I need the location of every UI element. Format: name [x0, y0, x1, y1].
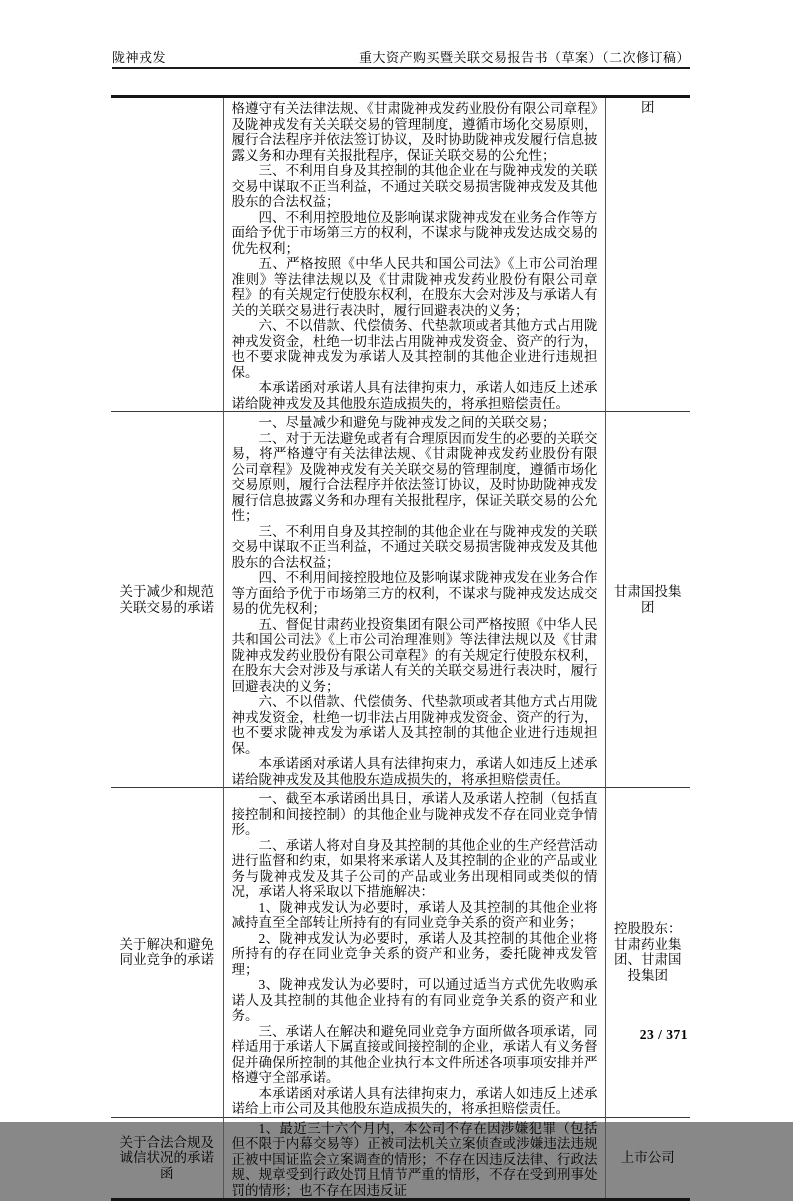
commitment-paragraph: 1、陇神戎发认为必要时，承诺人及其控制的其他企业将减持直至全部转让所持有的有同业竞争关系的资产和业务；	[231, 899, 598, 930]
commitment-label: 关于合法合规及诚信状况的承诺函	[111, 1117, 223, 1200]
commitment-paragraph: 1、最近三十六个月内，本公司不存在因涉嫌犯罪（包括但不限于内幕交易等）正被司法机关立案侦查或涉嫌违法违规正被中国证监会立案调查的情形；不存在因违反法律、行政法规、规章受到行政处罚且情节严重的情形，不存在受到刑事处罚的情形；也不存在因违反证	[231, 1120, 598, 1198]
commitment-paragraph: 二、对于无法避免或者有合理原因而发生的必要的关联交易，将严格遵守有关法律法规、《甘肃陇神戎发药业股份有限公司章程》及陇神戎发有关关联交易的管理制度，遵循市场化交易原则，履行合法程序并依法签订协议，及时协助陇神戎发履行信息披露义务和办理有关报批程序，保证关联交易的公允性；	[231, 430, 598, 523]
commitment-paragraph: 本承诺函对承诺人具有法律拘束力，承诺人如违反上述承诺给陇神戎发及其他股东造成损失的，将承担赔偿责任。	[231, 380, 598, 411]
commitment-paragraph: 三、承诺人在解决和避免同业竞争方面所做各项承诺，同样适用于承诺人下属直接或间接控制的企业，承诺人有义务督促并确保所控制的其他企业执行本文件所述各项事项安排并严格遵守全部承诺。	[231, 1023, 598, 1085]
commitment-party: 控股股东：甘肃药业集团、甘肃国投集团	[614, 921, 682, 983]
commitment-paragraph: 三、不利用自身及其控制的其他企业在与陇神戎发的关联交易中谋取不正当利益，不通过关联交易损害陇神戎发及其他股东的合法权益；	[231, 163, 598, 209]
commitment-content	[223, 1117, 605, 1200]
commitment-paragraph: 五、严格按照《中华人民共和国公司法》《上市公司治理准则》等法律法规以及《甘肃陇神戎发药业股份有限公司章程》的有关规定行使股东权利，在股东大会对涉及与承诺人有关的关联交易进行表决时，履行回避表决的义务；	[231, 256, 598, 318]
commitment-paragraph: 三、不利用自身及其控制的其他企业在与陇神戎发的关联交易中谋取不正当利益，不通过关联交易损害陇神戎发及其他股东的合法权益；	[231, 523, 598, 570]
commitment-paragraph: 六、不以借款、代偿债务、代垫款项或者其他方式占用陇神戎发资金，杜绝一切非法占用陇神戎发资金、资产的行为，也不要求陇神戎发为承诺人及其控制的其他企业进行违规担保。	[231, 318, 598, 380]
commitment-paragraph: 四、不利用控股地位及影响谋求陇神戎发在业务合作等方面给予优于市场第三方的权利，不谋求与陇神戎发达成交易的优先权利；	[231, 209, 598, 256]
commitment-paragraph: 五、督促甘肃药业投资集团有限公司严格按照《中华人民共和国公司法》《上市公司治理准则》等法律法规以及《甘肃陇神戎发药业股份有限公司章程》的有关规定行使股东权利，在股东大会对涉及与承诺人有关的关联交易进行表决时，履行回避表决的义务；	[231, 616, 598, 694]
commitment-content	[223, 412, 605, 788]
commitment-paragraph: 一、尽量减少和避免与陇神戎发之间的关联交易；	[258, 415, 556, 430]
commitment-paragraph: 二、承诺人将对自身及其控制的其他企业的生产经营活动进行监督和约束，如果将来承诺人及其控制的企业的产品或业务与陇神戎发及其子公司的产品或业务出现相同或类似的情况，承诺人将采取以下措施解决：	[231, 837, 598, 899]
commitment-content	[223, 788, 605, 1118]
page-number: 23 / 371	[639, 1027, 688, 1042]
commitments-table	[111, 95, 690, 1201]
commitment-content	[223, 97, 605, 412]
commitment-paragraph: 2、陇神戎发认为必要时，承诺人及其控制的其他企业将所持有的存在同业竞争关系的资产和业务，委托陇神戎发管理；	[231, 930, 598, 977]
table-row	[111, 1117, 690, 1200]
commitment-party: 上市公司	[620, 1150, 675, 1165]
commitment-label: 关于解决和避免同业竞争的承诺	[111, 788, 223, 1118]
commitment-paragraph: 一、截至本承诺函出具日，承诺人及承诺人控制（包括直接控制和间接控制）的其他企业与陇神戎发不存在同业竞争情形。	[231, 791, 598, 837]
commitment-paragraph: 格遵守有关法律法规、《甘肃陇神戎发药业股份有限公司章程》及陇神戎发有关关联交易的管理制度，遵循市场化交易原则，履行合法程序并依法签订协议，及时协助陇神戎发履行信息披露义务和办理有关报批程序，保证关联交易的公允性；	[231, 101, 598, 163]
commitment-paragraph: 四、不利用间接控股地位及影响谋求陇神戎发在业务合作等方面给予优于市场第三方的权利，不谋求与陇神戎发达成交易的优先权利；	[231, 570, 598, 616]
commitment-party: 甘肃国投集团	[614, 584, 682, 615]
page-header	[112, 47, 690, 66]
commitment-paragraph: 本承诺函对承诺人具有法律拘束力，承诺人如违反上述承诺给陇神戎发及其他股东造成损失的，将承担赔偿责任。	[231, 756, 598, 787]
header-rule	[112, 67, 690, 69]
commitment-label: 关于减少和规范关联交易的承诺	[111, 412, 223, 788]
table-row	[111, 97, 690, 412]
header-doc-full-title: 重大资产购买暨关联交易报告书（草案）（二次修订稿）	[358, 50, 690, 65]
commitment-label	[111, 97, 223, 412]
commitment-paragraph: 3、陇神戎发认为必要时，可以通过适当方式优先收购承诺人及其控制的其他企业持有的有同业竞争关系的资产和业务。	[231, 977, 598, 1023]
header-doc-short-title: 陇神戎发	[112, 50, 167, 65]
table-row	[111, 788, 690, 1118]
commitment-paragraph: 本承诺函对承诺人具有法律拘束力，承诺人如违反上述承诺给上市公司及其他股东造成损失的，将承担赔偿责任。	[231, 1085, 598, 1116]
table-row	[111, 412, 690, 788]
commitment-party: 团	[641, 100, 655, 115]
commitment-paragraph: 六、不以借款、代偿债务、代垫款项或者其他方式占用陇神戎发资金，杜绝一切非法占用陇神戎发资金、资产的行为，也不要求陇神戎发为承诺人及其控制的其他企业进行违规担保。	[231, 694, 598, 756]
